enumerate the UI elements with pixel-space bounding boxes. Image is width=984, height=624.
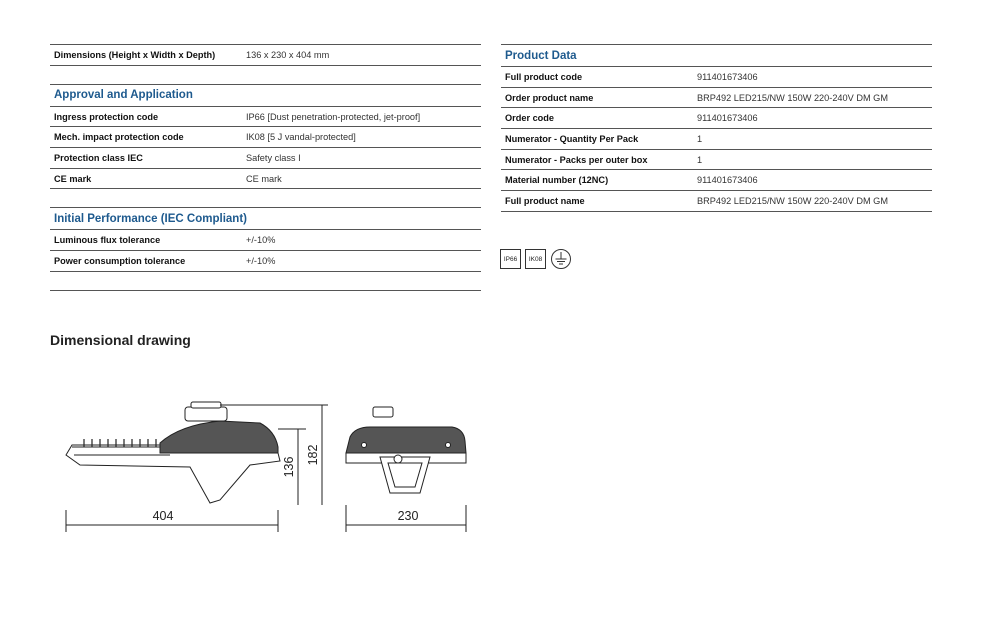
product-row — [501, 107, 932, 128]
approval-section-title: Approval and Application — [50, 84, 481, 106]
product-value: BRP492 LED215/NW 150W 220-240V DM GM — [697, 195, 888, 206]
product-label: Order code — [505, 113, 555, 124]
performance-section-title: Initial Performance (IEC Compliant) — [50, 207, 481, 229]
certification-icons — [500, 248, 572, 270]
approval-value: Safety class I — [246, 152, 301, 163]
product-label: Full product name — [505, 195, 585, 206]
ik08-icon: IK08 — [525, 249, 546, 269]
table-bottom-rule — [50, 290, 481, 291]
product-value: 911401673406 — [697, 71, 758, 82]
product-value: 911401673406 — [697, 113, 758, 124]
product-label: Numerator - Packs per outer box — [505, 154, 648, 165]
product-value: 911401673406 — [697, 175, 758, 186]
product-label: Material number (12NC) — [505, 175, 609, 186]
product-value: BRP492 LED215/NW 150W 220-240V DM GM — [697, 92, 888, 103]
product-data-table — [501, 44, 932, 212]
product-value: 1 — [697, 154, 703, 165]
product-label: Numerator - Quantity Per Pack — [505, 133, 639, 144]
dimensions-value: 136 x 230 x 404 mm — [246, 49, 330, 60]
approval-label: CE mark — [54, 173, 92, 184]
product-row — [501, 169, 932, 190]
performance-value: +/-10% — [246, 255, 276, 266]
product-label: Order product name — [505, 92, 594, 103]
dimensional-drawing — [60, 395, 480, 540]
approval-value: IP66 [Dust penetration-protected, jet-proof] — [246, 111, 421, 122]
spacer-row — [50, 188, 481, 207]
dimensional-drawing-title: Dimensional drawing — [50, 332, 191, 348]
approval-row — [50, 147, 481, 168]
product-row — [501, 87, 932, 108]
product-value: 1 — [697, 133, 703, 144]
approval-value: CE mark — [246, 173, 282, 184]
ip66-icon: IP66 — [500, 249, 521, 269]
approval-row — [50, 126, 481, 147]
dimensions-label: Dimensions (Height x Width x Depth) — [54, 49, 216, 60]
performance-row — [50, 250, 481, 271]
product-row — [501, 128, 932, 149]
approval-value: IK08 [5 J vandal-protected] — [246, 132, 356, 143]
side-view-luminaire — [66, 402, 280, 503]
product-row — [501, 149, 932, 170]
body-height-dimension-label: 136 — [282, 456, 296, 478]
product-row — [501, 190, 932, 211]
product-row — [501, 66, 932, 87]
performance-value: +/-10% — [246, 235, 276, 246]
front-view-luminaire — [346, 407, 466, 493]
spacer-row — [50, 271, 481, 290]
protective-earth-icon — [550, 248, 572, 270]
spacer-row — [50, 65, 481, 84]
product-label: Full product code — [505, 71, 583, 82]
performance-row — [50, 229, 481, 250]
approval-label: Protection class IEC — [54, 152, 143, 163]
product-data-title: Product Data — [501, 44, 932, 66]
approval-row — [50, 168, 481, 189]
performance-label: Luminous flux tolerance — [54, 235, 161, 246]
performance-label: Power consumption tolerance — [54, 255, 186, 266]
total-height-dimension-label: 182 — [306, 444, 320, 466]
approval-label: Mech. impact protection code — [54, 132, 184, 143]
approval-label: Ingress protection code — [54, 111, 159, 122]
left-spec-table — [50, 44, 481, 291]
approval-row — [50, 106, 481, 127]
table-bottom-rule — [501, 211, 932, 212]
dimensions-row — [50, 44, 481, 65]
depth-dimension-label: 404 — [152, 509, 174, 523]
width-dimension-label: 230 — [397, 509, 419, 523]
